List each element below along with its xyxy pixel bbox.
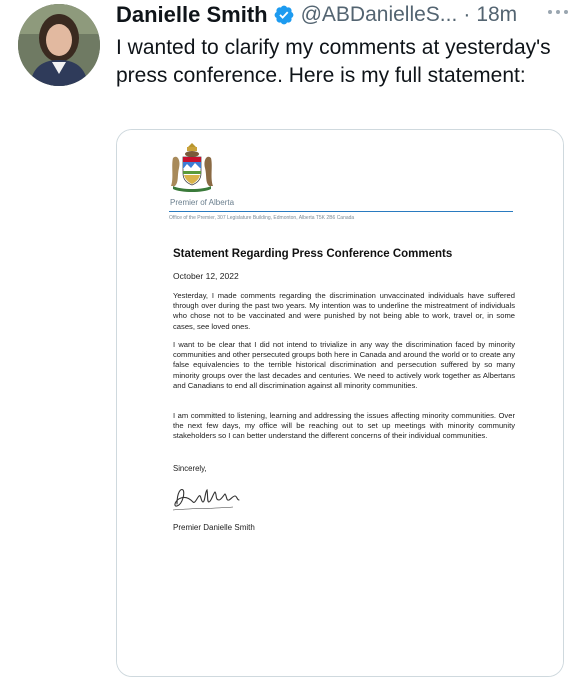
profile-photo: [18, 4, 100, 86]
author-handle[interactable]: @ABDanielleS...: [300, 3, 458, 26]
statement-date: October 12, 2022: [173, 271, 239, 281]
statement-letter: [117, 130, 563, 676]
more-options-icon[interactable]: [545, 2, 571, 22]
letterhead-rule: [169, 211, 513, 212]
tweet-header: [116, 0, 576, 30]
verified-badge-icon: [273, 4, 295, 26]
separator-dot: ·: [463, 3, 471, 26]
office-name: Premier of Alberta: [170, 198, 235, 207]
handwritten-signature: [171, 482, 243, 514]
statement-paragraph-1: Yesterday, I made comments regarding the discrimination unvaccinated individuals have suffered through over during the past two years. My intention was to underline the mistreatment of individuals who chose not to be vaccinated and were punished by not being able to work, travel or, in some cases, see loved ones.: [173, 291, 515, 331]
tweet-text: I wanted to clarify my comments at yesterday's press conference. Here is my full statement:: [116, 36, 551, 87]
alberta-crest-icon: [169, 142, 215, 194]
avatar[interactable]: [18, 4, 100, 86]
timestamp[interactable]: 18m: [476, 3, 518, 26]
tweet-media-image[interactable]: [116, 129, 564, 677]
closing: Sincerely,: [173, 464, 207, 473]
statement-paragraph-2: I want to be clear that I did not intend to trivialize in any way the discrimination faced by minority communities and other persecuted groups both here in Canada and around the world or to create any false equivalencies to the terrible historical discrimination and persecution suffered by so many minority groups over the last decades and centuries. We need to actively work together as Albertans and Canadians to end all discrimination against all minority communities.: [173, 340, 515, 390]
author-name[interactable]: Danielle Smith: [116, 2, 268, 27]
office-address: Office of the Premier, 307 Legislature Building, Edmonton, Alberta T5K 2B6 Canada: [169, 215, 355, 221]
statement-paragraph-3: I am committed to listening, learning and addressing the issues affecting minority communities. Over the next few days, my office will be reaching out to set up meetings with minority community stakeholders so I can better understand the different concerns of their individual communities.: [173, 411, 515, 441]
statement-title: Statement Regarding Press Conference Comments: [173, 248, 453, 260]
signature-name: Premier Danielle Smith: [173, 523, 255, 532]
